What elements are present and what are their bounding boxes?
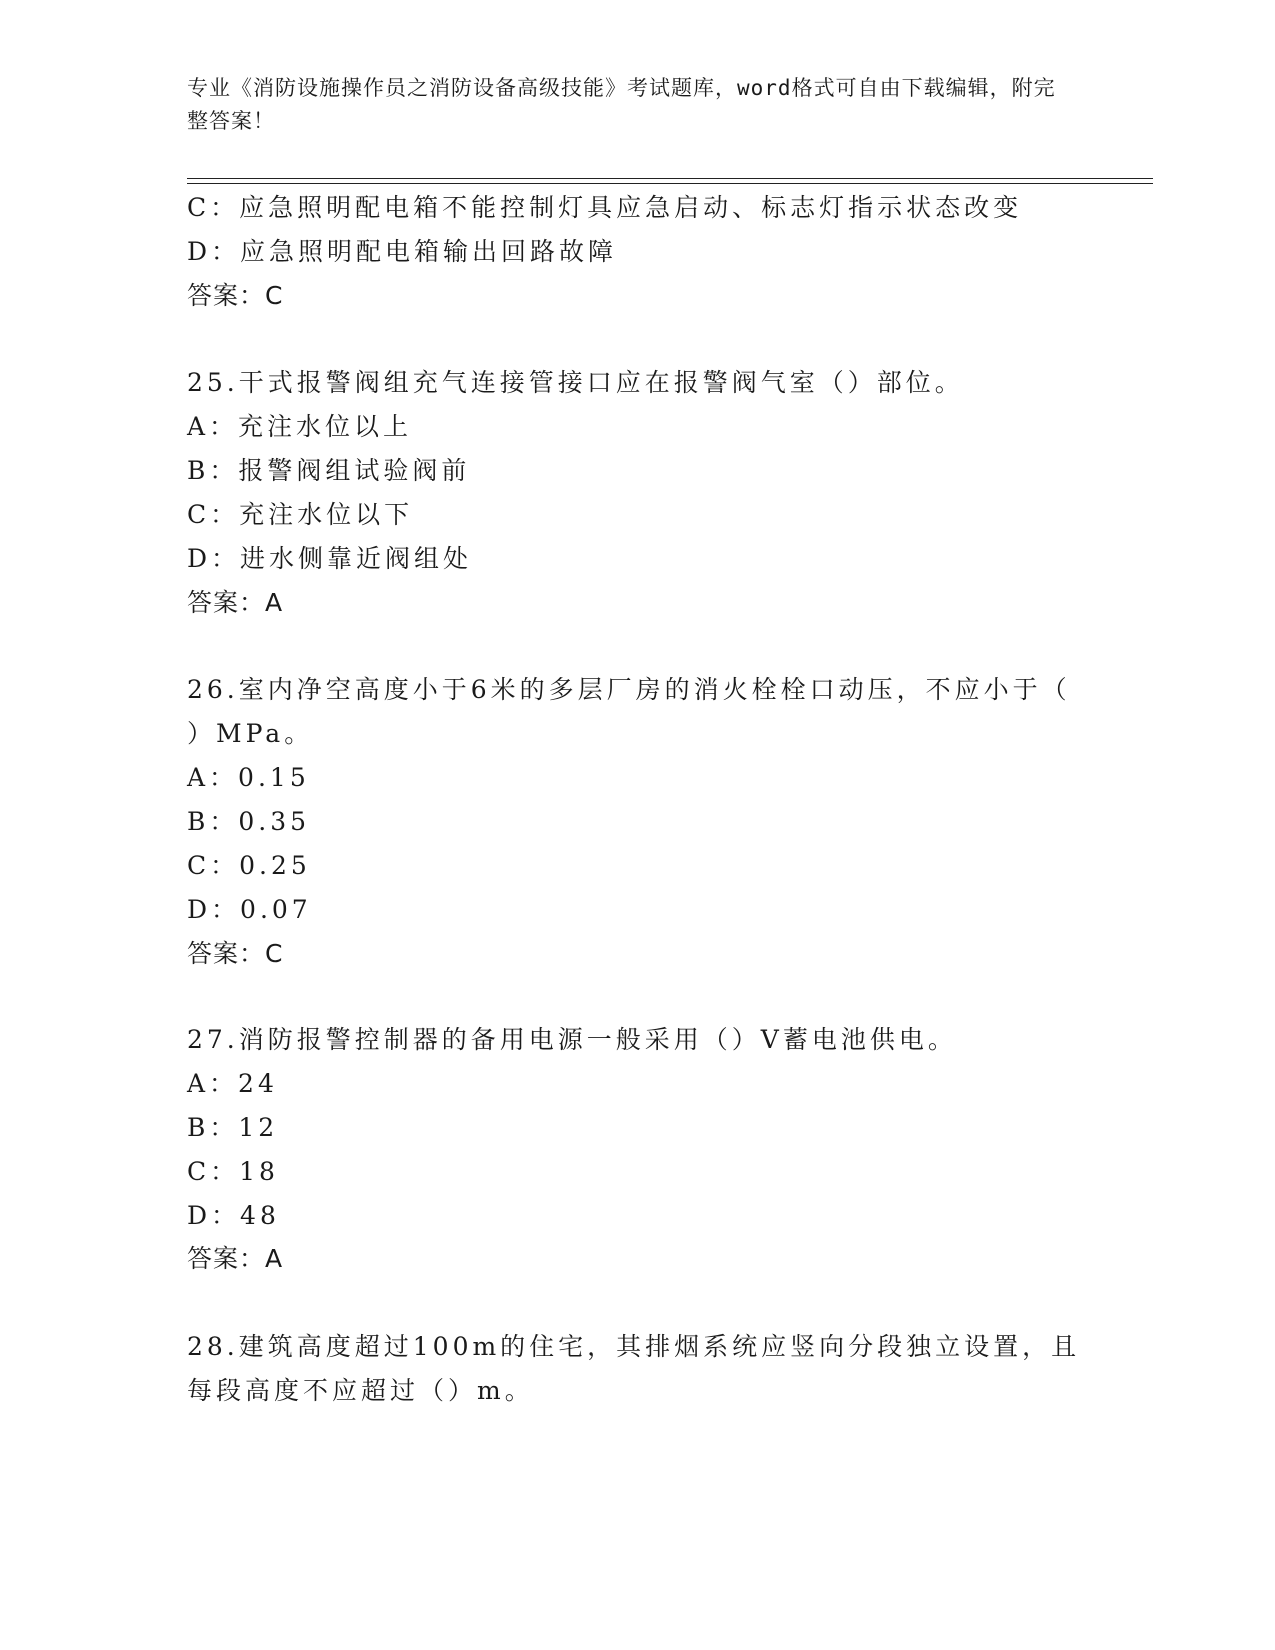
header-divider-top xyxy=(187,178,1153,179)
question-25-option-c: C：充注水位以下 xyxy=(187,500,414,529)
option-d: D：应急照明配电箱输出回路故障 xyxy=(187,237,618,266)
question-27-answer: 答案：A xyxy=(187,1244,284,1273)
header-divider-bottom xyxy=(187,183,1153,184)
question-26-option-c: C：0.25 xyxy=(187,851,311,880)
question-27-stem: 27.消防报警控制器的备用电源一般采用（）V蓄电池供电。 xyxy=(187,1025,957,1054)
question-27-option-a: A：24 xyxy=(187,1069,278,1098)
question-25-option-b: B：报警阀组试验阀前 xyxy=(187,456,471,485)
question-26-option-d: D：0.07 xyxy=(187,895,312,924)
option-c: C：应急照明配电箱不能控制灯具应急启动、标志灯指示状态改变 xyxy=(187,193,1023,222)
question-28-stem-line2: 每段高度不应超过（）m。 xyxy=(187,1376,534,1405)
answer: 答案：C xyxy=(187,281,284,310)
question-25-stem: 25.干式报警阀组充气连接管接口应在报警阀气室（）部位。 xyxy=(187,368,964,397)
question-28-stem-line1: 28.建筑高度超过100m的住宅，其排烟系统应竖向分段独立设置，且 xyxy=(187,1332,1081,1361)
question-26-stem-line1: 26.室内净空高度小于6米的多层厂房的消火栓栓口动压，不应小于（ xyxy=(187,675,1071,704)
question-26-option-a: A：0.15 xyxy=(187,763,310,792)
question-25-answer: 答案：A xyxy=(187,588,284,617)
question-26-stem-line2: ）MPa。 xyxy=(187,719,314,748)
question-25-option-a: A：充注水位以上 xyxy=(187,412,413,441)
question-26-option-b: B：0.35 xyxy=(187,807,311,836)
question-27-option-d: D：48 xyxy=(187,1201,280,1230)
document-header: 专业《消防设施操作员之消防设备高级技能》考试题库，word格式可自由下载编辑，附完整答案！ xyxy=(187,76,1056,133)
question-26-answer: 答案：C xyxy=(187,939,284,968)
question-25-option-d: D：进水侧靠近阀组处 xyxy=(187,544,473,573)
question-27-option-b: B：12 xyxy=(187,1113,279,1142)
question-27-option-c: C：18 xyxy=(187,1157,279,1186)
